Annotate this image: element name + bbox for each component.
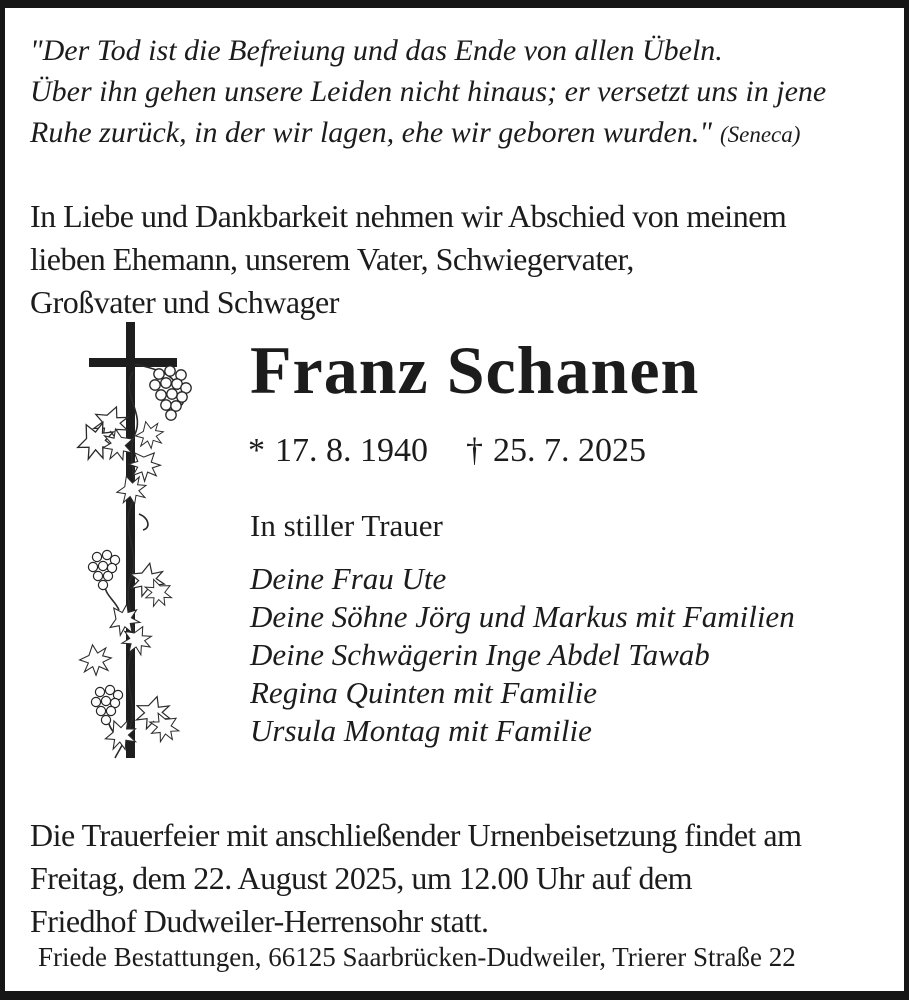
mourner-line: Deine Söhne Jörg und Markus mit Familien: [250, 599, 795, 634]
death-date: 25. 7. 2025: [493, 432, 646, 469]
intro-line: lieben Ehemann, unserem Vater, Schwiegervater,: [30, 241, 634, 277]
mourner-line: Deine Schwägerin Inge Abdel Tawab: [250, 637, 710, 672]
deceased-name: Franz Schanen: [250, 332, 700, 408]
quote-line: "Der Tod ist die Befreiung und das Ende von allen Übeln.: [30, 34, 723, 67]
intro-paragraph: [30, 195, 786, 324]
mourner-line: Deine Frau Ute: [250, 561, 447, 596]
quote-line: Über ihn gehen unsere Leiden nicht hinaus; er versetzt uns in jene: [30, 75, 827, 108]
funeral-info: [30, 814, 802, 943]
birth-date: 17. 8. 1940: [275, 432, 428, 469]
cross-grapevine-icon: [75, 314, 253, 764]
mourners-list: [250, 560, 795, 750]
death-cross-symbol: †: [466, 432, 483, 469]
funeral-info-line: Die Trauerfeier mit anschließender Urnenbeisetzung findet am: [30, 817, 802, 853]
funeral-home-address: Friede Bestattungen, 66125 Saarbrücken-Dudweiler, Trierer Straße 22: [38, 942, 796, 972]
funeral-info-line: Friedhof Dudweiler-Herrensohr statt.: [30, 903, 489, 939]
quote-attribution: (Seneca): [719, 122, 801, 147]
birth-group: [248, 432, 428, 469]
mourning-heading: In stiller Trauer: [250, 508, 443, 543]
intro-line: In Liebe und Dankbarkeit nehmen wir Abschied von meinem: [30, 198, 787, 234]
life-dates: [248, 432, 646, 470]
intro-line: Großvater und Schwager: [30, 284, 339, 320]
quote-block: [30, 30, 826, 155]
death-group: [466, 432, 646, 469]
birth-star-symbol: *: [248, 432, 265, 469]
mourner-line: Regina Quinten mit Familie: [250, 675, 597, 710]
quote-line: [30, 112, 826, 155]
funeral-info-line: Freitag, dem 22. August 2025, um 12.00 Uhr auf dem: [30, 860, 693, 896]
quote-line-text: Ruhe zurück, in der wir lagen, ehe wir geboren wurden.": [30, 116, 712, 149]
mourner-line: Ursula Montag mit Familie: [250, 713, 592, 748]
